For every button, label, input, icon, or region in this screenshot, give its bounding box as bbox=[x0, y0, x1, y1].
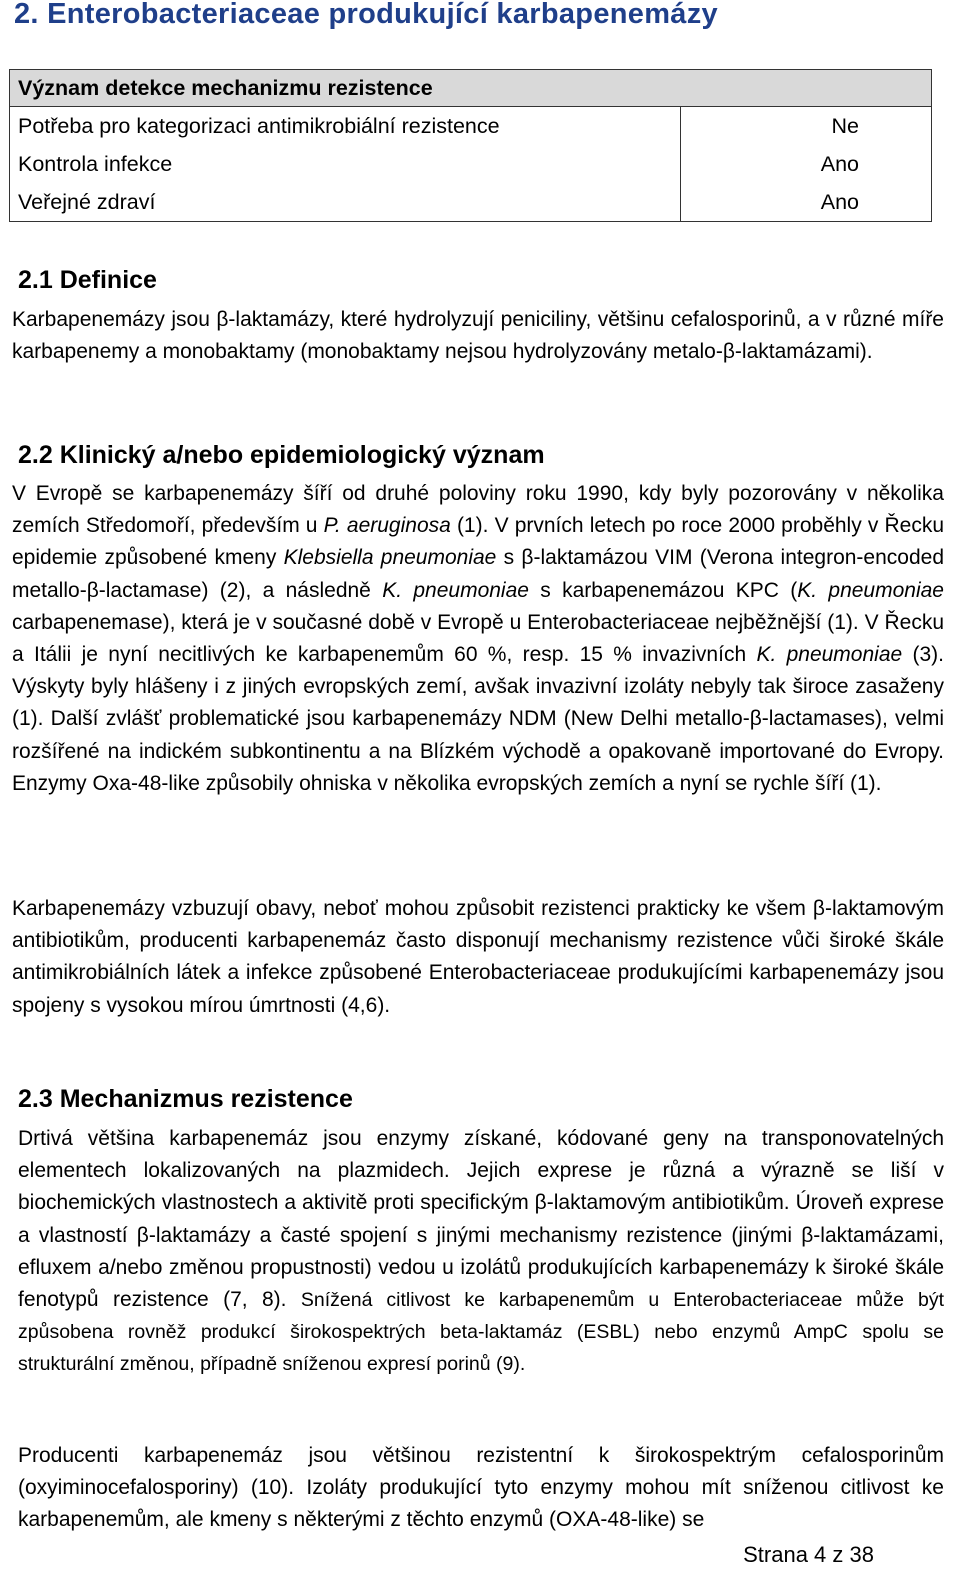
table-header-row bbox=[10, 70, 932, 107]
row-label: Veřejné zdraví bbox=[10, 183, 681, 222]
section-2-2-heading: 2.2 Klinický a/nebo epidemiologický význam bbox=[18, 441, 545, 469]
row-label: Potřeba pro kategorizaci antimikrobiální rezistence bbox=[10, 107, 681, 146]
section-2-3-paragraph-2: Producenti karbapenemáz jsou většinou rezistentní k širokospektrým cefalosporinům (oxyiminocefalosporiny) (10). Izoláty produkující tyto enzymy mohou mít sníženou citlivost ke karbapenemům, ale kmeny s některými z těchto enzymů (OXA-48-like) se bbox=[18, 1444, 944, 1532]
page-title: 2. Enterobacteriaceae produkující karbapenemázy bbox=[14, 0, 718, 30]
table-header-cell: Význam detekce mechanizmu rezistence bbox=[10, 70, 932, 107]
section-2-2-paragraph-1: V Evropě se karbapenemázy šíří od druhé poloviny roku 1990, kdy byly pozorovány v několika zemích Středomoří, především u P. aeruginosa (1). V prvních letech po roce 2000 proběhly v Řecku epidemie způsobené kmeny Klebsiella pneumoniae s β-laktamázou VIM (Verona integron-encoded metallo-β-lactamase) (2), a následně K. pneumoniae s karbapenemázou KPC (K. pneumoniae carbapenemase), která je v současné době v Evropě u Enterobacteriaceae nejběžnější (1). V Řecku a Itálii je nyní necitlivých ke karbapenemům 60 %, resp. 15 % invazivních K. pneumoniae (3). Výskyty byly hlášeny i z jiných evropských zemí, avšak invazivní izoláty nebyly tak široce zasaženy (1). Další zvlášť problematické jsou karbapenemázy NDM (New Delhi metallo-β-lactamases), velmi rozšířené na indickém subkontinentu a na Blízkém východě a opakovaně importované do Evropy. Enzymy Oxa-48-like způsobily ohniska v několika evropských zemích a nyní se rychle šíří (1). bbox=[12, 482, 944, 795]
section-2-1-text: Karbapenemázy jsou β-laktamázy, které hydrolyzují peniciliny, většinu cefalosporinů, a v různé míře karbapenemy a monobaktamy (monobaktamy nejsou hydrolyzovány metalo-β-laktamázami). bbox=[12, 308, 944, 364]
section-2-3-heading: 2.3 Mechanizmus rezistence bbox=[18, 1085, 353, 1113]
row-value: Ne bbox=[681, 107, 932, 146]
section-2-2-paragraph-2: Karbapenemázy vzbuzují obavy, neboť mohou způsobit rezistenci prakticky ke všem β-laktamovým antibiotikům, producenti karbapenemáz často disponují mechanismy rezistence vůči široké škále antimikrobiálních látek a infekce způsobené Enterobacteriaceae produkujícími karbapenemázy jsou spojeny s vysokou mírou úmrtnosti (4,6). bbox=[12, 897, 944, 1017]
section-2-1-heading: 2.1 Definice bbox=[18, 266, 157, 294]
page-number: Strana 4 z 38 bbox=[743, 1542, 874, 1567]
table-row bbox=[10, 145, 932, 183]
table-row bbox=[10, 107, 932, 146]
resistance-detection-table bbox=[9, 69, 932, 222]
row-label: Kontrola infekce bbox=[10, 145, 681, 183]
row-value: Ano bbox=[681, 183, 932, 222]
row-value: Ano bbox=[681, 145, 932, 183]
section-2-3-paragraph-1: Drtivá většina karbapenemáz jsou enzymy získané, kódované geny na transponovatelných elementech lokalizovaných na plazmidech. Jejich exprese je různá a výrazně se liší v biochemických vlastnostech a aktivitě proti specifickým β-laktamovým antibiotikům. Úroveň exprese a vlastností β-laktamázy a časté spojení s jinými mechanismy rezistence (jinými β-laktamázami, efluxem a/nebo změnou propustnosti) vedou u izolátů produkujících karbapenemázy k široké škále fenotypů rezistence (7, 8). Snížená citlivost ke karbapenemům u Enterobacteriaceae může být způsobena rovněž produkcí širokospektrých beta-laktamáz (ESBL) nebo enzymů AmpC spolu se strukturální změnou, případně sníženou expresí porinů (9). bbox=[18, 1127, 944, 1376]
table-row bbox=[10, 183, 932, 222]
